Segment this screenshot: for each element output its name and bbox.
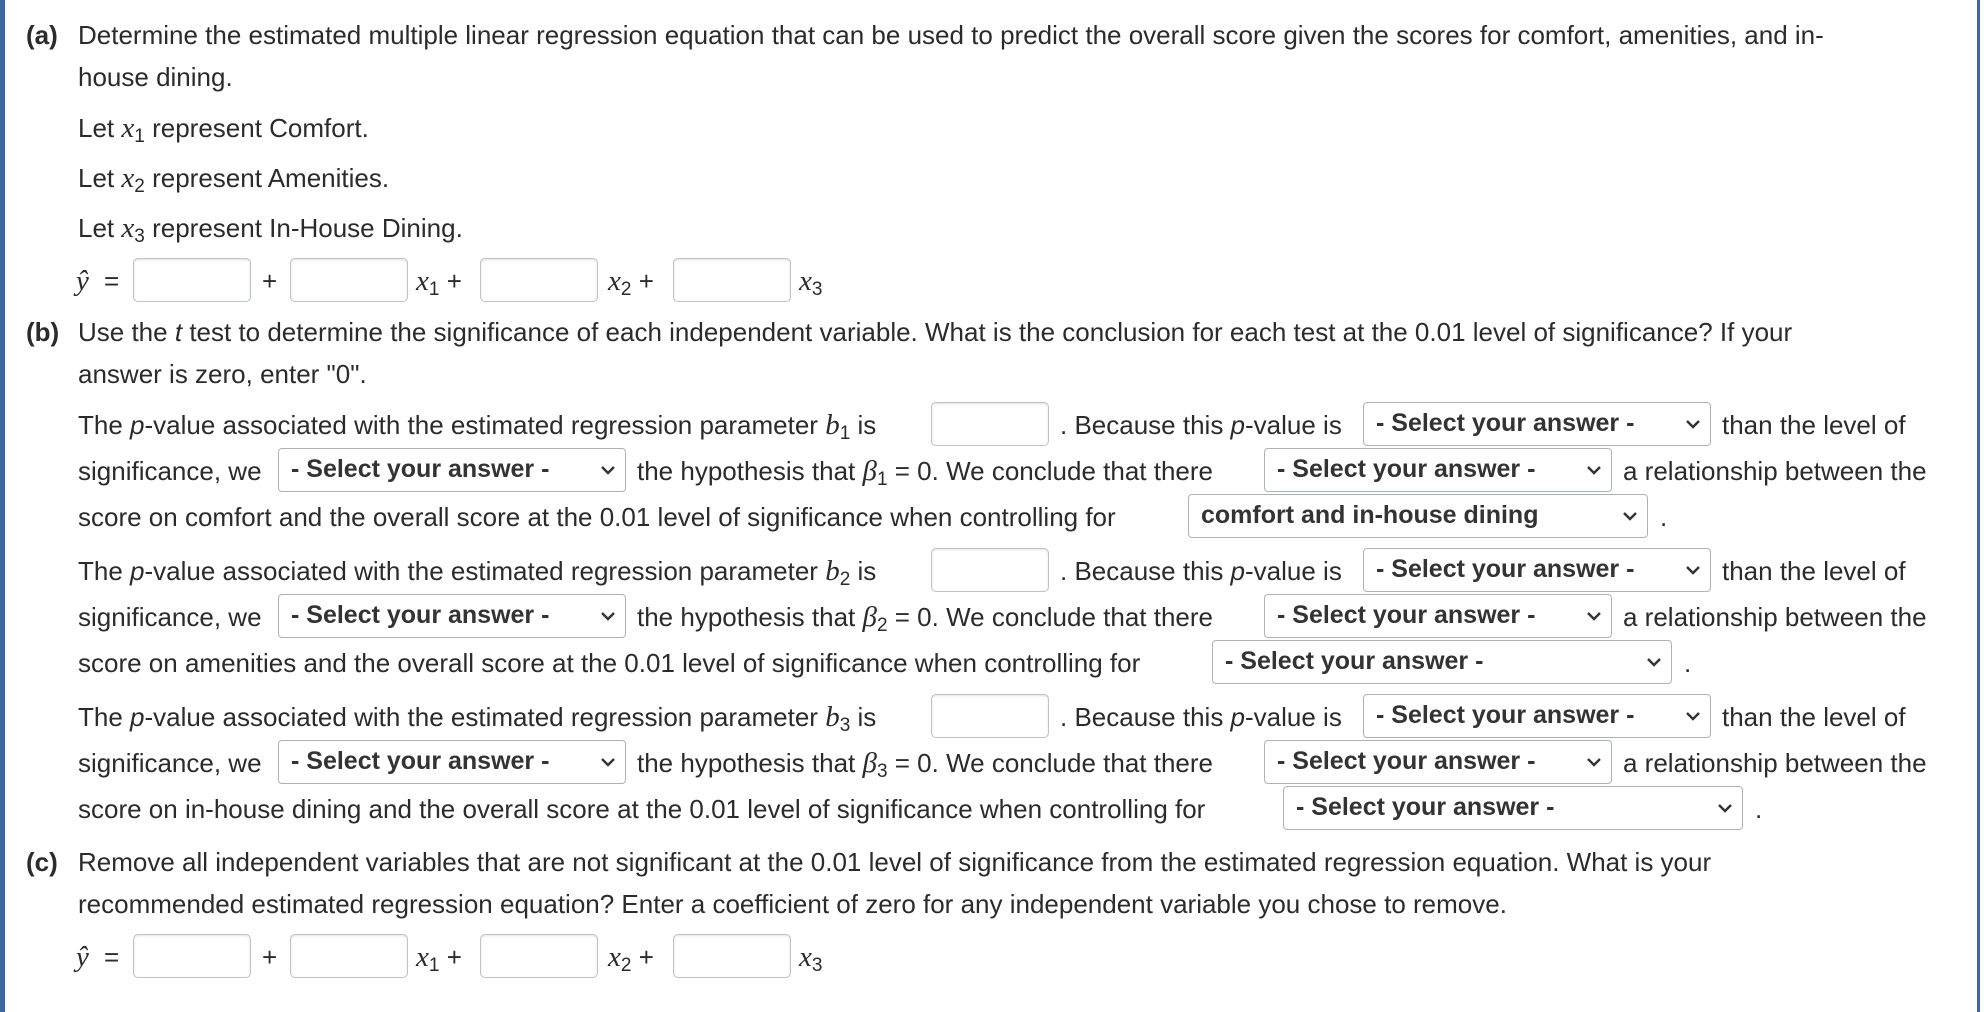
intercept-input-c[interactable]: [133, 934, 251, 978]
x1-term: $x_1$ +: [416, 265, 462, 300]
let-x3-line: Let $x_3$ represent In-House Dining.: [78, 212, 463, 247]
chevron-down-icon: [1686, 563, 1700, 577]
chevron-down-icon: [1587, 755, 1601, 769]
part-b-text-line1: Use the t test to determine the significance of each independent variable. What is the conclusion for each test at the 0.01 level of significance? If your: [78, 317, 1793, 347]
control-select-b2[interactable]: - Select your answer -: [1212, 640, 1672, 684]
because-text-b3: . Because this p-value is: [1060, 702, 1342, 732]
reject-select-b1[interactable]: - Select your answer -: [278, 448, 626, 492]
chevron-down-icon: [1718, 801, 1732, 815]
equals-sign-c: =: [104, 942, 120, 972]
pvalue-sentence-b1: The p-value associated with the estimated regression parameter $b_1$ is: [78, 409, 877, 444]
significance-we-text-b2: significance, we: [78, 602, 262, 632]
x2-coef-input-a[interactable]: [480, 258, 598, 302]
chevron-down-icon: [1587, 463, 1601, 477]
control-select-b1[interactable]: comfort and in-house dining: [1188, 494, 1648, 538]
because-text-b1: . Because this p-value is: [1060, 410, 1342, 440]
x3-term-c: $x_3$: [799, 941, 823, 976]
control-select-b3[interactable]: - Select your answer -: [1283, 786, 1743, 830]
significance-we-text-b1: significance, we: [78, 456, 262, 486]
x3-coef-input-c[interactable]: [673, 934, 791, 978]
is-select-b2[interactable]: - Select your answer -: [1264, 594, 1612, 638]
chevron-down-icon: [1647, 655, 1661, 669]
relationship-text-b2: a relationship between the: [1623, 602, 1927, 632]
x1-coef-input-a[interactable]: [290, 258, 408, 302]
chevron-down-icon: [1686, 417, 1700, 431]
equals-sign: =: [104, 266, 120, 296]
significance-we-text-b3: significance, we: [78, 748, 262, 778]
chevron-down-icon: [1587, 609, 1601, 623]
part-a-text-line1: Determine the estimated multiple linear regression equation that can be used to predict the overall score given the scores for comfort, amenities, and in-: [78, 20, 1824, 50]
plus-sign: +: [262, 266, 278, 296]
controlling-text-b3: score on in-house dining and the overall score at the 0.01 level of significance when controlling for: [78, 794, 1206, 824]
part-a-label: (a): [26, 20, 58, 50]
compare-select-b2[interactable]: - Select your answer -: [1363, 548, 1711, 592]
is-select-b3[interactable]: - Select your answer -: [1264, 740, 1612, 784]
x2-term-c: $x_2$ +: [608, 941, 654, 976]
x1-term-c: $x_1$ +: [416, 941, 462, 976]
compare-select-b1[interactable]: - Select your answer -: [1363, 402, 1711, 446]
y-hat-symbol: ŷ: [76, 265, 89, 297]
intercept-input-a[interactable]: [133, 258, 251, 302]
let-x2-line: Let $x_2$ represent Amenities.: [78, 162, 390, 197]
compare-select-b3[interactable]: - Select your answer -: [1363, 694, 1711, 738]
pvalue-input-b2[interactable]: [931, 548, 1049, 592]
hypothesis-text-b1: the hypothesis that $\beta_1 = 0$. We conclude that there: [637, 455, 1213, 490]
period-b3: .: [1755, 794, 1763, 824]
level-of-text-b3: than the level of: [1722, 702, 1906, 732]
period-b1: .: [1660, 502, 1668, 532]
hypothesis-text-b3: the hypothesis that $\beta_3 = 0$. We conclude that there: [637, 747, 1213, 782]
x1-coef-input-c[interactable]: [290, 934, 408, 978]
pvalue-input-b1[interactable]: [931, 402, 1049, 446]
level-of-text-b2: than the level of: [1722, 556, 1906, 586]
x2-coef-input-c[interactable]: [480, 934, 598, 978]
level-of-text-b1: than the level of: [1722, 410, 1906, 440]
part-c-label: (c): [26, 847, 58, 877]
hypothesis-text-b2: the hypothesis that $\beta_2 = 0$. We conclude that there: [637, 601, 1213, 636]
chevron-down-icon: [601, 755, 615, 769]
is-select-b1[interactable]: - Select your answer -: [1264, 448, 1612, 492]
x3-term: $x_3$: [799, 265, 823, 300]
chevron-down-icon: [601, 609, 615, 623]
part-b-label: (b): [26, 317, 60, 347]
pvalue-sentence-b3: The p-value associated with the estimated regression parameter $b_3$ is: [78, 701, 877, 736]
y-hat-symbol-c: ŷ: [76, 941, 89, 973]
controlling-text-b2: score on amenities and the overall score at the 0.01 level of significance when controlling for: [78, 648, 1141, 678]
reject-select-b2[interactable]: - Select your answer -: [278, 594, 626, 638]
period-b2: .: [1684, 648, 1692, 678]
chevron-down-icon: [1623, 509, 1637, 523]
controlling-text-b1: score on comfort and the overall score at the 0.01 level of significance when controlling for: [78, 502, 1116, 532]
relationship-text-b3: a relationship between the: [1623, 748, 1927, 778]
relationship-text-b1: a relationship between the: [1623, 456, 1927, 486]
x2-term: $x_2$ +: [608, 265, 654, 300]
pvalue-input-b3[interactable]: [931, 694, 1049, 738]
plus-sign-c: +: [262, 942, 278, 972]
let-x1-line: Let $x_1$ represent Comfort.: [78, 112, 369, 147]
chevron-down-icon: [1686, 709, 1700, 723]
chevron-down-icon: [601, 463, 615, 477]
because-text-b2: . Because this p-value is: [1060, 556, 1342, 586]
part-c-text-line1: Remove all independent variables that are not significant at the 0.01 level of significance from the estimated regression equation. What is your: [78, 847, 1712, 877]
x3-coef-input-a[interactable]: [673, 258, 791, 302]
part-a-text-line2: house dining.: [78, 62, 233, 92]
part-c-text-line2: recommended estimated regression equation? Enter a coefficient of zero for any independent variable you chose to remove.: [78, 889, 1507, 919]
pvalue-sentence-b2: The p-value associated with the estimated regression parameter $b_2$ is: [78, 555, 877, 590]
part-b-text-line2: answer is zero, enter "0".: [78, 359, 367, 389]
reject-select-b3[interactable]: - Select your answer -: [278, 740, 626, 784]
